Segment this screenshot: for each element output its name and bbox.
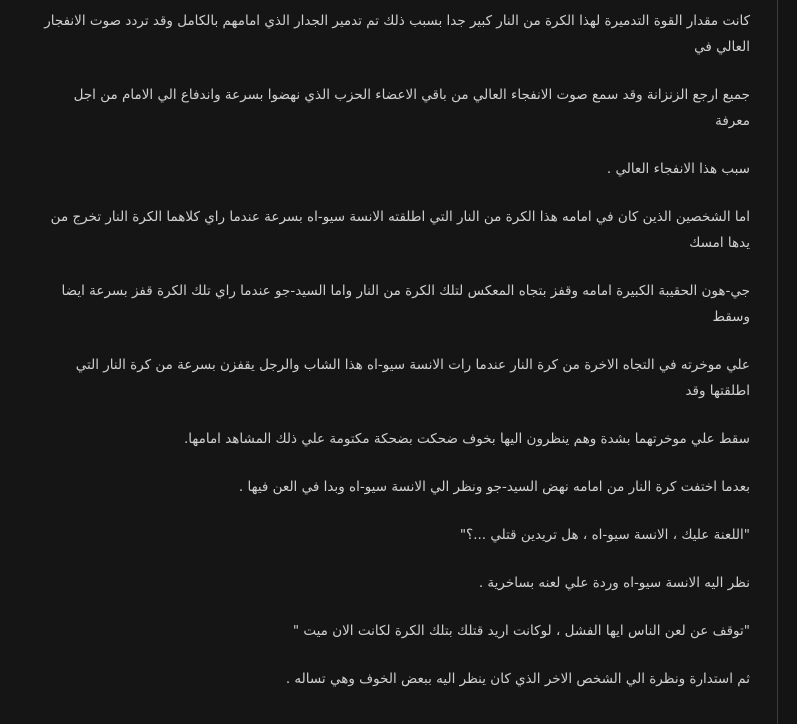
chapter-paragraph-12: ثم استدارة ونظرة الي الشخص الاخر الذي كان ينظر اليه ببعض الخوف وهي تساله . (285, 671, 750, 687)
chapter-paragraph-5: جي-هون الحقيبة الكبيرة امامه وقفز بتجاه المعكس لتلك الكرة من النار واما السيد-جو عندما راي تلك الكرة قفز بسرعة ايضا وسقط (61, 283, 750, 325)
chapter-paragraph-8: بعدما اختفت كرة النار من امامه نهض السيد-جو ونظر الي الانسة سيو-اه وبدا في العن فيها . (238, 479, 750, 495)
chapter-paragraph-6: علي موخرته في التجاه الاخرة من كرة النار عندما رات الانسة سيو-اه هذا الشاب والرجل يقفزن بسرعة من كرة النار التي اطلقتها وقد (75, 357, 750, 399)
chapter-paragraph-2: جميع ارجع الزنزانة وقد سمع صوت الانفجاء العالي من باقي الاعضاء الحزب الذي نهضوا بسرعة واندفاع الي الامام من اجل معرفة (73, 87, 750, 129)
chapter-paragraph-1: كانت مقدار القوة التدميرة لهذا الكرة من النار كبير جدا بسبب ذلك تم تدمير الجدار الذي امامهم بالكامل وقد تردد صوت الانفجار العالي في (44, 13, 750, 55)
chapter-paragraph-3: سبب هذا الانفجاء العالي . (606, 161, 750, 177)
chapter-paragraph-7: سقط علي موخرتهما بشدة وهم ينظرون اليها بخوف ضحكت بضحكة مكتومة علي ذلك المشاهد امامها. (183, 431, 750, 447)
right-gutter (779, 0, 797, 724)
chapter-paragraph-4: اما الشخصين الذين كان في امامه هذا الكرة من النار التي اطلقته الانسة سيو-اه بسرعة عندما راي كلاهما الكرة النار تخرج من يدها امسك (50, 209, 750, 251)
chapter-paragraph-9: "اللعنة عليك ، الانسة سيو-اه ، هل تريدين قتلي ...؟" (459, 527, 750, 543)
chapter-body (38, 8, 750, 714)
chapter-paragraph-11: "توقف عن لعن الناس ايها الفشل ، لوكانت اريد قتلك بتلك الكرة لكانت الان ميت " (292, 623, 750, 639)
chapter-paragraph-10: نظر اليه الانسة سيو-اه وردة علي لعنه بساخرية . (478, 575, 750, 591)
